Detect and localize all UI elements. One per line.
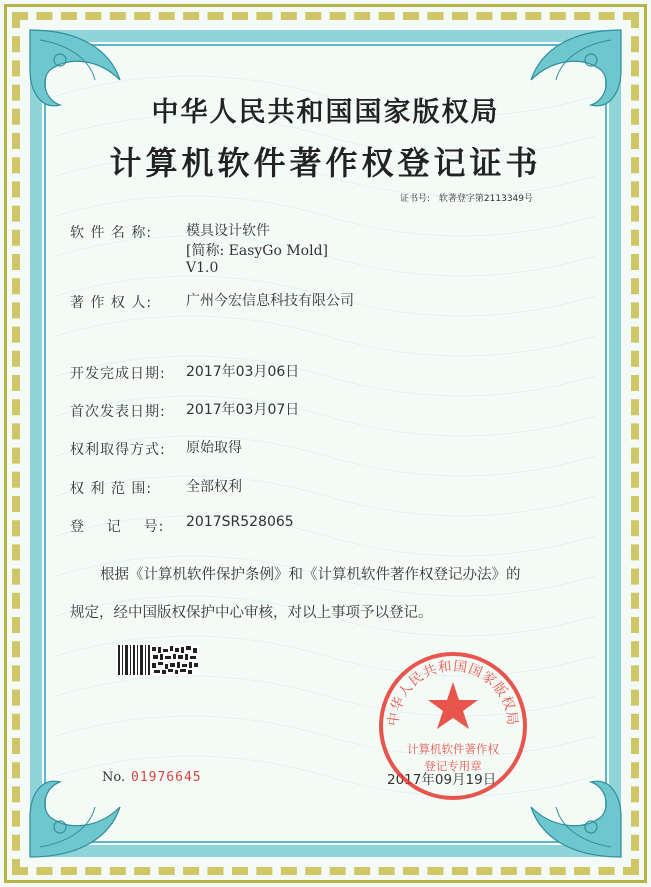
issuer-heading: 中华人民共和国国家版权局 bbox=[151, 97, 500, 128]
svg-text:登记专用章: 登记专用章 bbox=[424, 759, 482, 773]
field-value-dev-complete-date: 2017年03月06日 bbox=[186, 364, 300, 380]
corner-ornament-bottom-right bbox=[511, 757, 631, 867]
field-value-acquisition-method: 原始取得 bbox=[186, 440, 242, 456]
certificate-number-value: 软著登字第2113349号 bbox=[438, 194, 534, 204]
field-label-registration-number: 登 记 号: bbox=[70, 519, 165, 535]
field-label-copyright-owner: 著 作 权 人: bbox=[70, 295, 153, 311]
serial-number-value: 01976645 bbox=[131, 770, 202, 785]
field-label-software-name: 软 件 名 称: bbox=[70, 225, 153, 241]
field-label-acquisition-method: 权利取得方式: bbox=[70, 442, 166, 458]
field-value-registration-number: 2017SR528065 bbox=[186, 514, 294, 530]
certificate-number-label: 证书号: bbox=[400, 194, 431, 204]
serial-number-label: No. bbox=[102, 770, 126, 785]
svg-text:中华人民共和国国家版权局: 中华人民共和国国家版权局 bbox=[385, 658, 521, 727]
field-value-first-publish-date: 2017年03月07日 bbox=[186, 402, 300, 418]
barcode-graphic bbox=[117, 645, 199, 675]
field-label-dev-complete-date: 开发完成日期: bbox=[70, 366, 166, 382]
issue-date: 2017年09月19日 bbox=[387, 772, 497, 788]
field-value-software-short-name: [简称: EasyGo Mold] bbox=[186, 243, 329, 259]
official-seal bbox=[377, 650, 529, 802]
svg-text:计算机软件著作权: 计算机软件著作权 bbox=[407, 742, 499, 756]
field-value-software-version: V1.0 bbox=[186, 260, 219, 276]
field-value-rights-scope: 全部权利 bbox=[186, 479, 242, 495]
field-label-first-publish-date: 首次发表日期: bbox=[70, 404, 166, 420]
field-value-software-name: 模具设计软件 bbox=[186, 223, 270, 239]
statement-line-1: 根据《计算机软件保护条例》和《计算机软件著作权登记办法》的 bbox=[100, 567, 521, 583]
certificate-number bbox=[400, 191, 533, 204]
certificate-title: 计算机软件著作权登记证书 bbox=[109, 144, 542, 182]
field-label-rights-scope: 权 利 范 围: bbox=[70, 481, 153, 497]
statement-line-2: 规定，经中国版权保护中心审核，对以上事项予以登记。 bbox=[70, 605, 433, 621]
field-value-copyright-owner: 广州今宏信息科技有限公司 bbox=[186, 293, 354, 309]
